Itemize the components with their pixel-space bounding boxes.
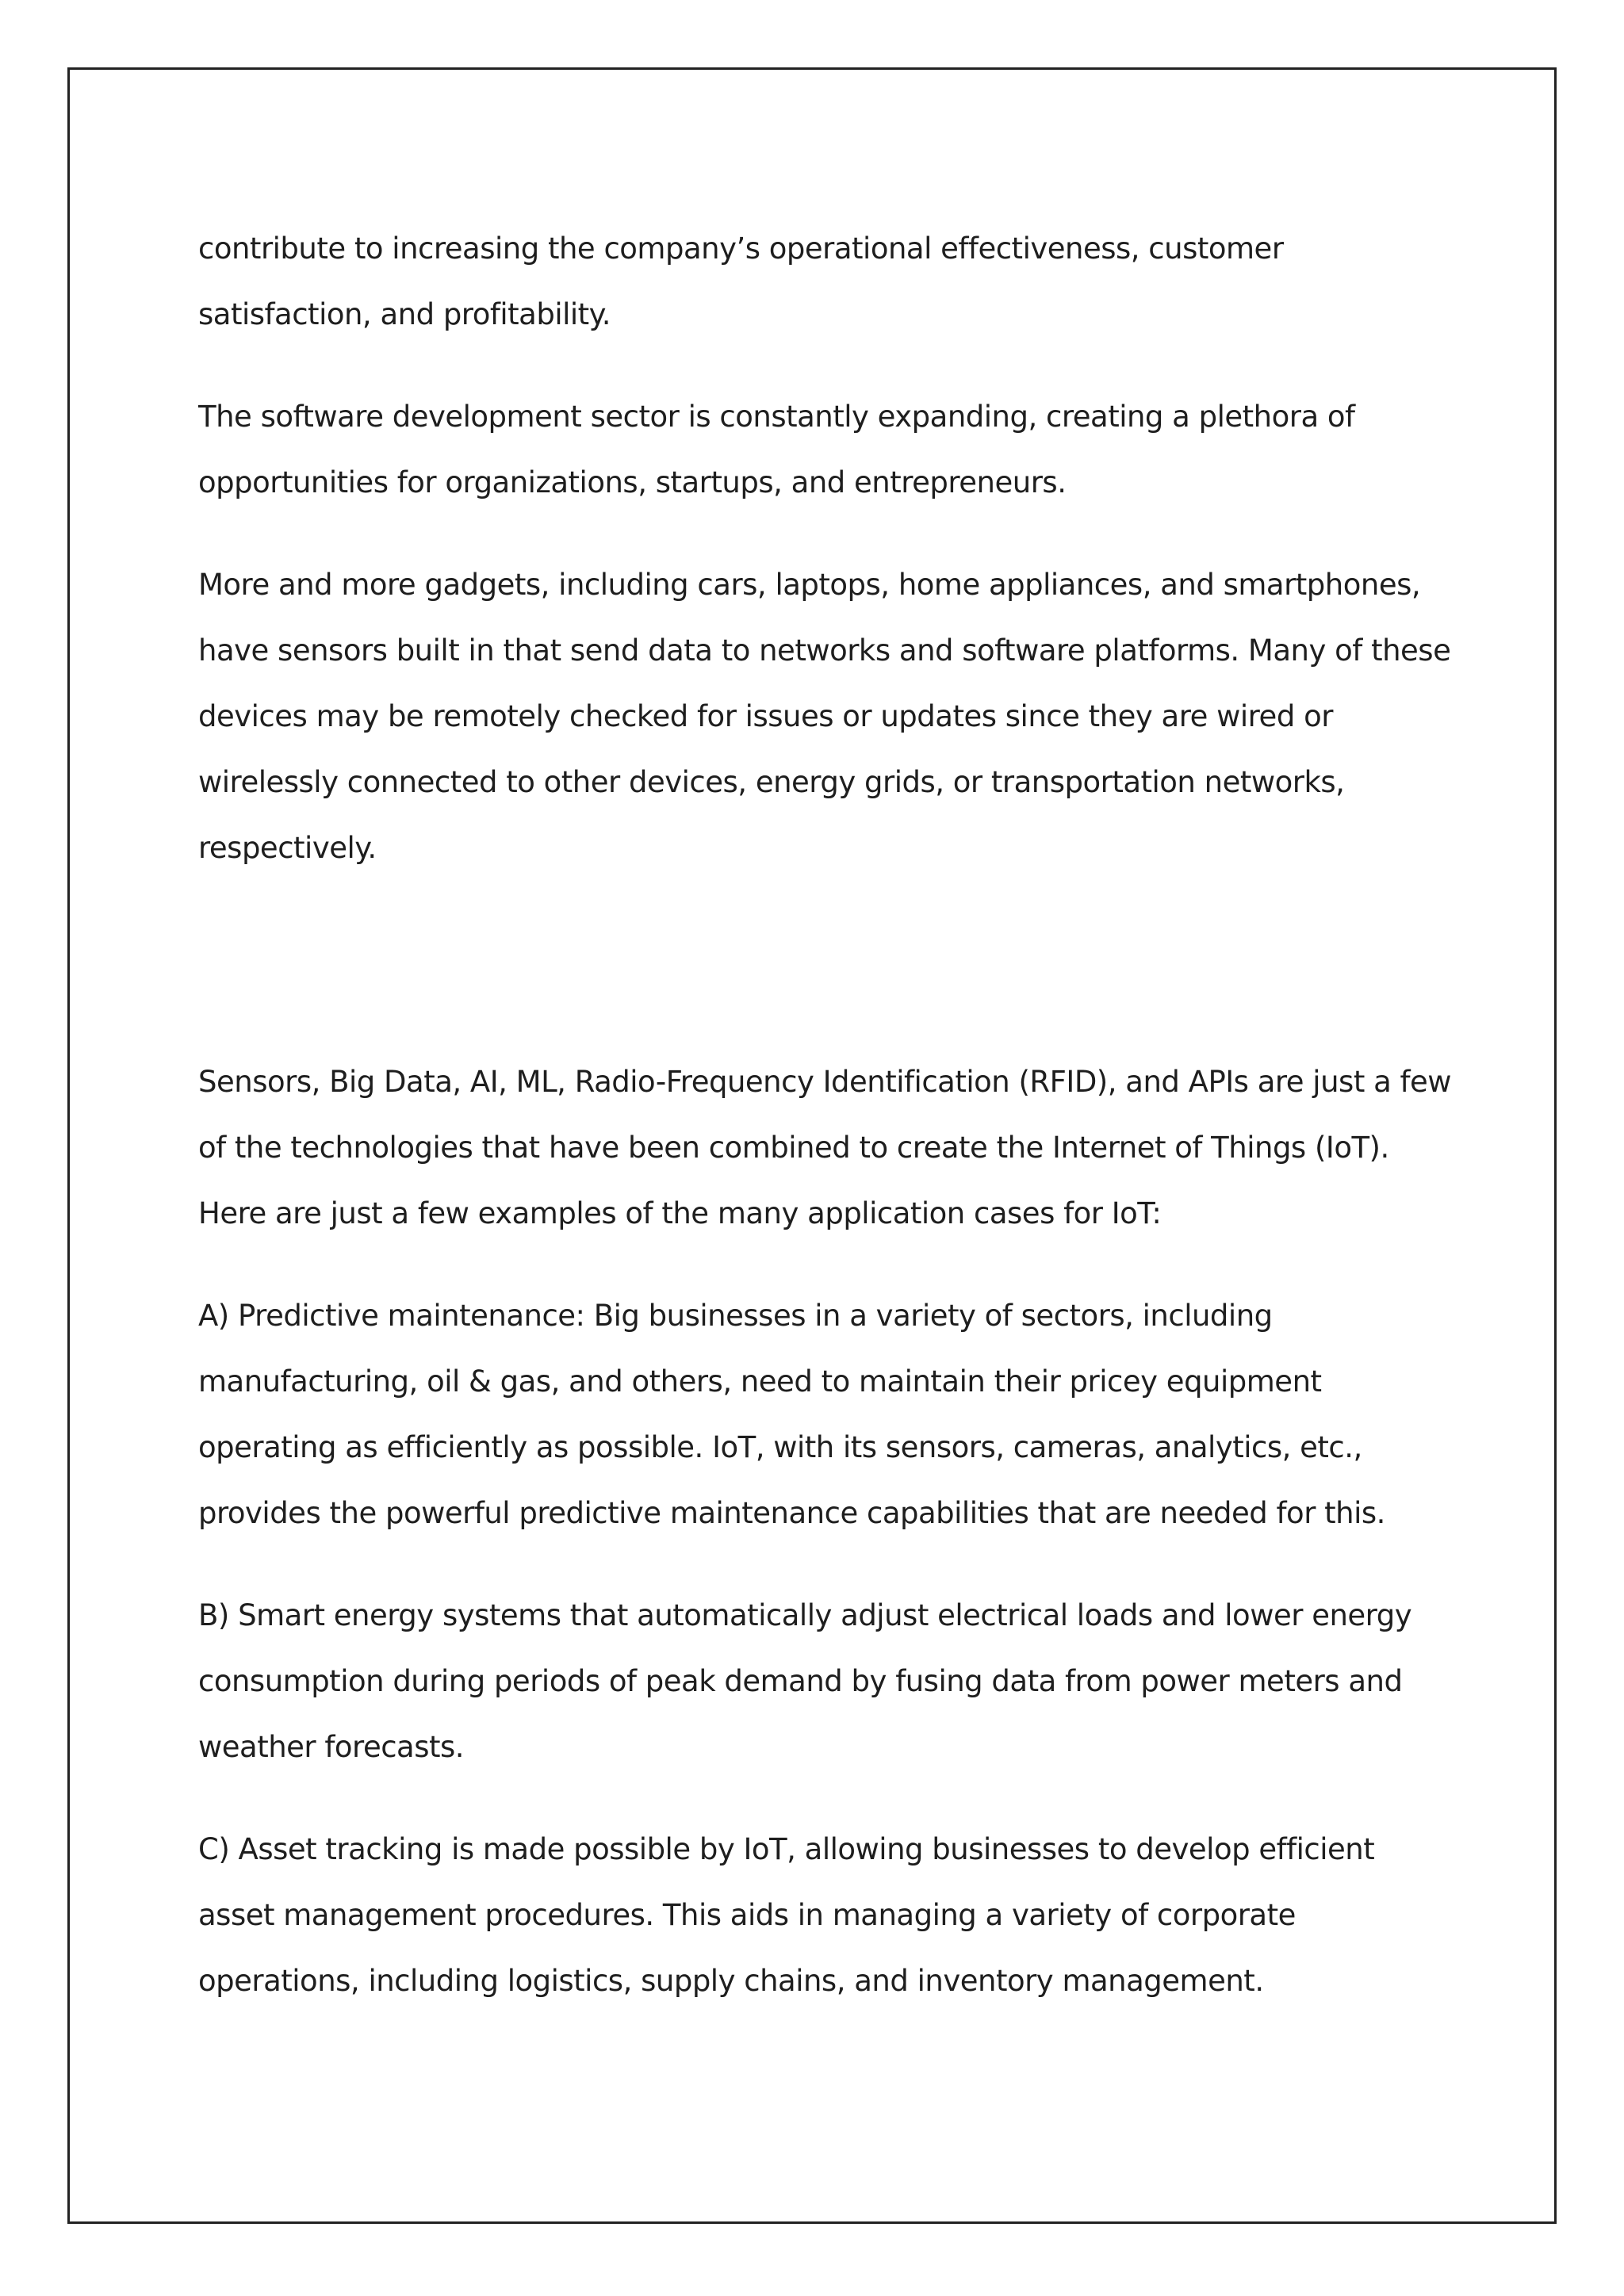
paragraph-smart-energy: B) Smart energy systems that automatically adjust electrical loads and lower energy consumption during periods of peak demand by fusing data from power meters and weather forecasts. [198,1598,1412,1764]
spacer [198,515,1459,552]
spacer [198,881,1459,1049]
paragraph-asset-tracking: C) Asset tracking is made possible by IoT, allowing businesses to develop efficient asset management procedures. This aids in managing a variety of corporate operations, including logistics, supply chains, and inventory management. [198,1832,1375,1998]
paragraph-iot-technologies: Sensors, Big Data, AI, ML, Radio-Frequency Identification (RFID), and APIs are just a few of the technologies that have been combined to create the Internet of Things (IoT). Here are just a few examples of the many application cases for IoT: [198,1065,1452,1230]
document-body [198,216,1459,2014]
paragraph-continuation: contribute to increasing the company’s operational effectiveness, customer satisfaction, and profitability. [198,232,1284,331]
spacer [198,347,1459,384]
paragraph-predictive-maintenance: A) Predictive maintenance: Big businesses in a variety of sectors, including manufacturing, oil & gas, and others, need to maintain their pricey equipment operating as efficiently as possible. IoT, with its sensors, cameras, analytics, etc., provides the powerful predictive maintenance capabilities that are needed for this. [198,1299,1385,1530]
paragraph-gadgets-sensors: More and more gadgets, including cars, laptops, home appliances, and smartphones, have sensors built in that send data to networks and software platforms. Many of these devices may be remotely checked for issues or updates since they are wired or wirelessly connected to other devices, energy grids, or transportation networks, respectively. [198,568,1451,865]
spacer [198,1246,1459,1283]
paragraph-software-sector: The software development sector is constantly expanding, creating a plethora of opportunities for organizations, startups, and entrepreneurs. [198,400,1355,499]
spacer [198,1780,1459,1816]
spacer [198,1546,1459,1582]
